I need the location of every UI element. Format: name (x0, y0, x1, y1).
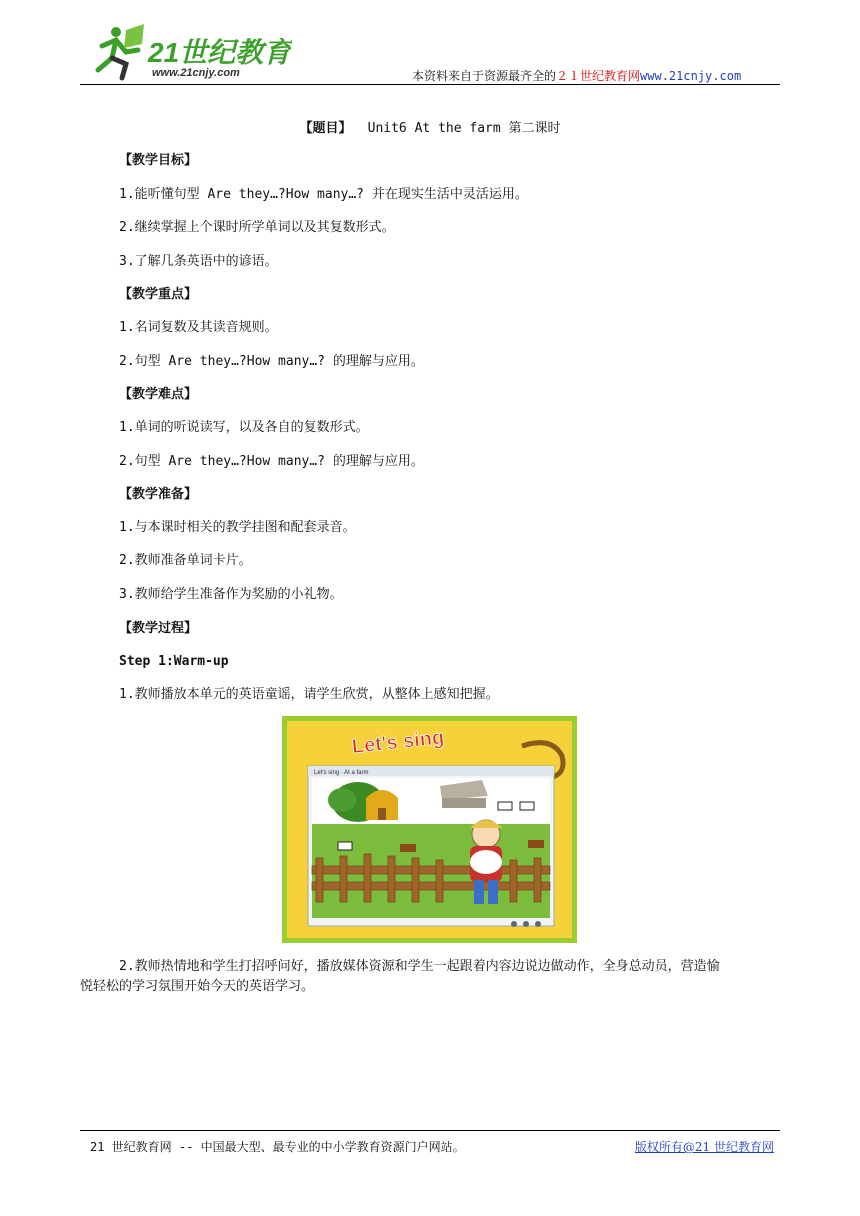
difficulty-item: 1.单词的听说读写，以及各自的复数形式。 (119, 420, 369, 435)
process-item-2-line2: 悦轻松的学习氛围开始今天的英语学习。 (80, 979, 315, 994)
player-title: Let's sing · At a farm (314, 770, 369, 776)
key-point-item: 1.名词复数及其读音规则。 (119, 320, 278, 335)
objectives-heading: 【教学目标】 (119, 153, 198, 168)
preparation-heading: 【教学准备】 (119, 487, 198, 502)
header-divider (80, 84, 780, 85)
figure-heading: Let's sing (350, 726, 446, 759)
process-item: 1.教师播放本单元的英语童谣，请学生欣赏，从整体上感知把握。 (119, 687, 499, 702)
objective-item: 2.继续掌握上个课时所学单词以及其复数形式。 (119, 220, 395, 235)
preparation-item: 2.教师准备单词卡片。 (119, 553, 252, 568)
step1-heading: Step 1:Warm-up (119, 654, 229, 669)
preparation-item: 3.教师给学生准备作为奖励的小礼物。 (119, 587, 343, 602)
footer-site-description: 21 世纪教育网 -- 中国最大型、最专业的中小学教育资源门户网站。 (90, 1140, 465, 1154)
lesson-title (0, 120, 860, 138)
footer-copyright-link[interactable]: 版权所有@21 世纪教育网 (634, 1140, 774, 1154)
header-site-link[interactable]: www.21cnjy.com (640, 69, 742, 83)
site-logo (82, 22, 292, 82)
difficulties-heading: 【教学难点】 (119, 387, 198, 402)
svg-text:www.21cnjy.com: www.21cnjy.com (152, 67, 240, 79)
objective-item: 3.了解几条英语中的谚语。 (119, 254, 278, 269)
header-source-note (412, 67, 741, 84)
header-note-prefix: 本资料来自于资源最齐全的 (412, 69, 557, 83)
title-text: Unit6 At the farm 第二课时 (367, 121, 561, 136)
title-label: 【题目】 (299, 121, 352, 136)
lets-sing-figure (282, 716, 577, 943)
footer-divider (80, 1130, 780, 1131)
key-point-item: 2.句型 Are they…?How many…? 的理解与应用。 (119, 354, 424, 369)
runner-icon (98, 24, 144, 78)
header-note-site: ２１世纪教育网 (556, 69, 641, 83)
key-points-heading: 【教学重点】 (119, 287, 198, 302)
objective-item: 1.能听懂句型 Are they…?How many…? 并在现实生活中灵活运用。 (119, 187, 528, 202)
svg-text:21世纪教育: 21世纪教育 (148, 37, 292, 68)
difficulty-item: 2.句型 Are they…?How many…? 的理解与应用。 (119, 454, 424, 469)
preparation-item: 1.与本课时相关的教学挂图和配套录音。 (119, 520, 356, 535)
process-heading: 【教学过程】 (119, 621, 198, 636)
process-item-2-line1: 2.教师热情地和学生打招呼问好，播放媒体资源和学生一起跟着内容边说边做动作，全身总动员，营造愉 (119, 959, 720, 974)
